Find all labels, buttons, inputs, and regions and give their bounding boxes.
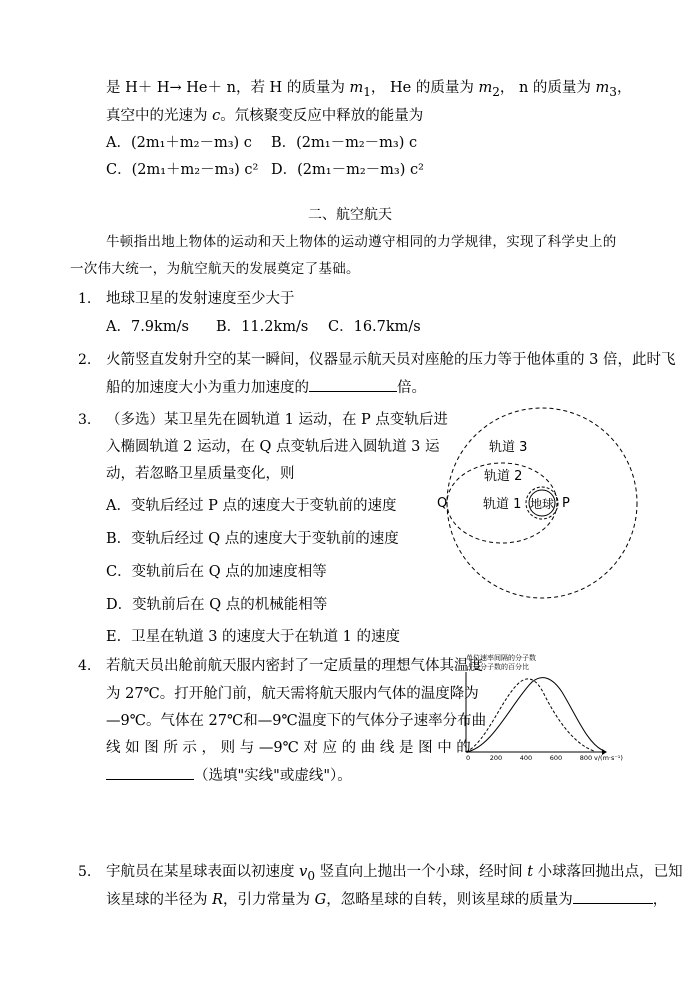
text-a: 宇航员在某星球表面以初速度 bbox=[106, 864, 300, 880]
question-4-line5 bbox=[106, 765, 352, 786]
question-3-line2: 入椭圆轨道 2 运动，在 Q 点变轨后进入圆轨道 3 运 bbox=[106, 439, 440, 455]
q3-option-e[interactable]: E．卫星在轨道 3 的速度大于在轨道 1 的速度 bbox=[106, 629, 400, 645]
q3-option-b[interactable]: B．变轨后经过 Q 点的速度大于变轨前的速度 bbox=[106, 531, 399, 547]
text-post: 倍。 bbox=[397, 380, 426, 396]
orbit-3-label: 轨道 3 bbox=[489, 440, 528, 455]
answer-blank[interactable] bbox=[573, 889, 653, 904]
earth-label: 地球 bbox=[529, 497, 555, 511]
symbol-v0: v bbox=[299, 864, 308, 880]
graph-xlabel: v/(m·s⁻¹) bbox=[594, 754, 623, 762]
text-mid: ， n 的质量为 bbox=[499, 80, 596, 96]
text-post: （选填"实线"或虚线"）。 bbox=[194, 768, 352, 784]
graph-ylabel-line1: 单位速率间隔的分子数 bbox=[466, 654, 536, 662]
q3-option-d[interactable]: D．变轨前后在 Q 点的机械能相等 bbox=[106, 597, 328, 613]
question-number: 2. bbox=[78, 352, 92, 368]
question-4-line3: —9℃。气体在 27℃和—9℃温度下的气体分子速率分布曲 bbox=[106, 713, 487, 729]
text-c: 小球落回抛出点，已知 bbox=[533, 864, 683, 880]
q3-option-a[interactable]: A．变轨后经过 P 点的速度大于变轨前的速度 bbox=[106, 498, 397, 514]
text-pre: 船的加速度大小为重力加速度的 bbox=[106, 380, 309, 396]
question-3-line1: （多选）某卫星先在圆轨道 1 运动，在 P 点变轨后进 bbox=[106, 412, 448, 428]
text-mid: ，若 H 的质量为 bbox=[235, 80, 350, 96]
symbol-g: G bbox=[314, 892, 327, 908]
mass-m1: m bbox=[349, 80, 364, 96]
text-b: ，引力常量为 bbox=[223, 892, 315, 908]
text-post: 。氘核聚变反应中释放的能量为 bbox=[220, 108, 424, 124]
graph-tick-label: 600 bbox=[549, 754, 563, 762]
point-q-label: Q bbox=[437, 496, 448, 511]
mass-m2: m bbox=[478, 80, 493, 96]
nuclear-equation-line bbox=[106, 78, 631, 102]
answer-blank[interactable] bbox=[309, 377, 397, 392]
section-intro-line1: 牛顿指出地上物体的运动和天上物体的运动遵守相同的力学规律，实现了科学史上的 bbox=[106, 234, 617, 250]
text-end: ， bbox=[616, 80, 632, 96]
graph-tick-label: 200 bbox=[489, 754, 503, 762]
graph-tick-label: 0 bbox=[466, 754, 471, 762]
question-5-line1 bbox=[106, 862, 683, 886]
answer-blank[interactable] bbox=[106, 765, 194, 780]
point-p-label: P bbox=[562, 496, 570, 511]
question-4-line4: 线 如 图 所 示 ， 则 与 —9℃ 对 应 的 曲 线 是 图 中 的 bbox=[106, 740, 471, 756]
sub-2: 2 bbox=[492, 84, 500, 99]
graph-tick-label: 400 bbox=[519, 754, 533, 762]
text-end: ， bbox=[652, 892, 668, 908]
section-title: 二、航空航天 bbox=[308, 207, 392, 223]
question-5-line2 bbox=[106, 889, 667, 910]
question-2-line1: 火箭竖直发射升空的某一瞬间，仪器显示航天员对座舱的压力等于他体重的 3 倍，此时飞 bbox=[106, 352, 676, 368]
text-c: ，忽略星球的自转，则该星球的质量为 bbox=[326, 892, 573, 908]
orbit-diagram bbox=[434, 403, 674, 603]
mass-m3: m bbox=[595, 80, 610, 96]
sub-0: 0 bbox=[307, 868, 315, 883]
orbit-2-label: 轨道 2 bbox=[484, 469, 523, 484]
option-d[interactable]: D．(2m₁－m₂－m₃) c² bbox=[271, 162, 424, 178]
fusion-equation: H＋ H→ He＋ n bbox=[125, 80, 236, 96]
question-1-text: 地球卫星的发射速度至少大于 bbox=[106, 291, 295, 307]
question-3-line3: 动，若忽略卫星质量变化，则 bbox=[106, 466, 295, 482]
section-intro-line2: 一次伟大统一，为航空航天的发展奠定了基础。 bbox=[70, 261, 360, 277]
question-number: 4. bbox=[78, 658, 92, 674]
text-b: 竖直向上抛出一个小球，经时间 bbox=[315, 864, 528, 880]
question-4-line2: 为 27℃。打开舱门前，航天需将航天服内气体的温度降为 bbox=[106, 686, 479, 702]
option-a[interactable]: A．(2m₁＋m₂－m₃) c bbox=[106, 135, 252, 151]
light-speed-line bbox=[106, 106, 423, 126]
graph-ylabel-line2: 占总分子数的百分比 bbox=[466, 663, 529, 671]
question-number: 5. bbox=[78, 864, 92, 880]
q3-option-c[interactable]: C．变轨前后在 Q 点的加速度相等 bbox=[106, 564, 327, 580]
question-4-line1: 若航天员出舱前航天服内密封了一定质量的理想气体其温度 bbox=[106, 658, 483, 674]
speed-distribution-graph bbox=[462, 652, 632, 762]
option-c[interactable]: C．(2m₁＋m₂－m₃) c² bbox=[106, 162, 259, 178]
symbol-t: t bbox=[527, 864, 534, 880]
question-2-line2 bbox=[106, 377, 426, 398]
text-pre: 真空中的光速为 bbox=[106, 108, 213, 124]
question-number: 3. bbox=[78, 412, 92, 428]
q1-option-a[interactable]: A．7.9km/s bbox=[106, 319, 189, 335]
orbit-1-label: 轨道 1 bbox=[483, 497, 522, 512]
option-b[interactable]: B．(2m₁－m₂－m₃) c bbox=[271, 135, 418, 151]
symbol-r: R bbox=[212, 892, 224, 908]
sub-3: 3 bbox=[609, 84, 617, 99]
q1-option-b[interactable]: B．11.2km/s bbox=[216, 319, 309, 335]
question-number: 1. bbox=[78, 291, 92, 307]
graph-tick-label: 800 bbox=[579, 754, 593, 762]
q1-option-c[interactable]: C．16.7km/s bbox=[328, 319, 421, 335]
text-a: 该星球的半径为 bbox=[106, 892, 213, 908]
symbol-c: c bbox=[212, 108, 221, 124]
text-mid: ， He 的质量为 bbox=[370, 80, 479, 96]
sub-1: 1 bbox=[363, 84, 371, 99]
solid-curve bbox=[466, 678, 602, 752]
text-prefix: 是 bbox=[106, 80, 126, 96]
